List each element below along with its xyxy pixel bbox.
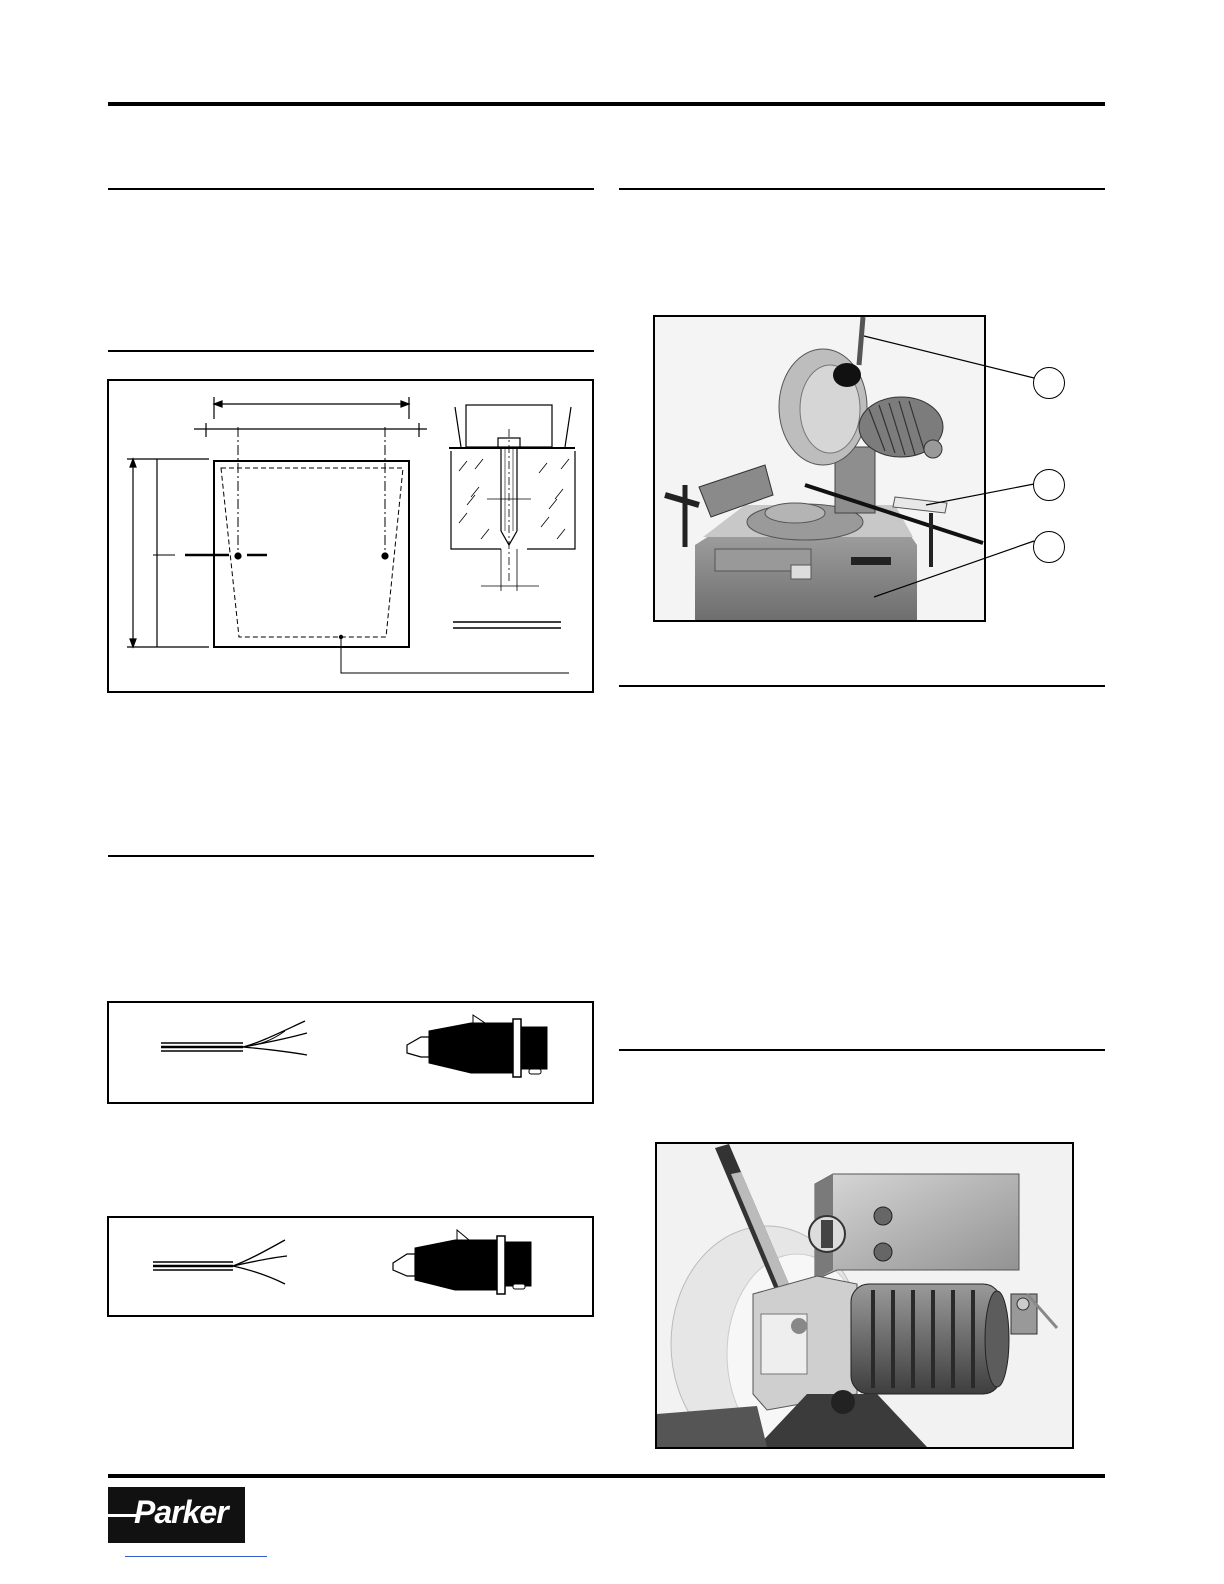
- callout-circle-1: [1033, 367, 1065, 399]
- callout-circle-2: [1033, 469, 1065, 501]
- motor-photo: [655, 1142, 1074, 1449]
- parker-logo: [108, 1487, 245, 1543]
- callout-circle-3: [1033, 531, 1065, 563]
- motor-illustration: [657, 1144, 1072, 1447]
- logo-wordmark: Parker: [134, 1494, 228, 1530]
- footer-link-underline[interactable]: [125, 1556, 267, 1557]
